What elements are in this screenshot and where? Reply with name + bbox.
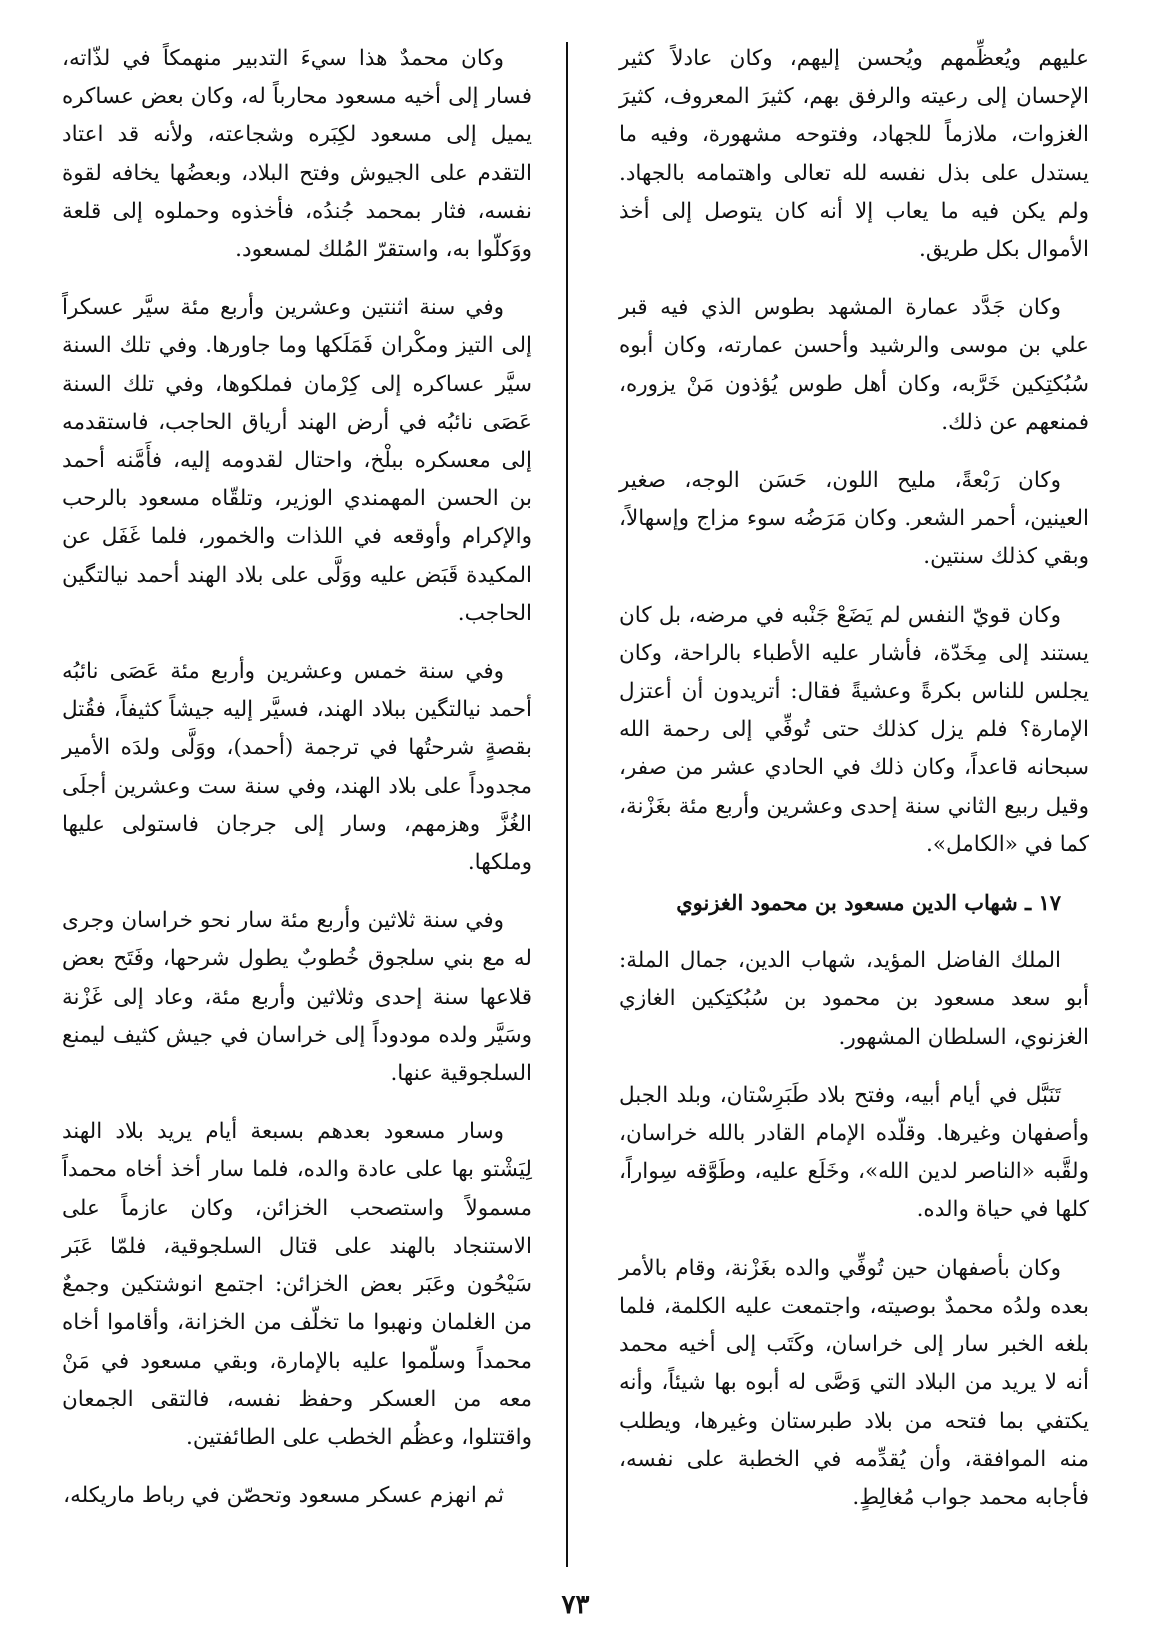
paragraph: وكان رَبْعةً، مليح اللون، حَسَن الوجه، صغير العينين، أحمر الشعر. وكان مَرَضُه سوء مزاج وإسهالاً، وبقي كذلك سنتين.	[619, 468, 1089, 570]
right-column	[619, 40, 1089, 1537]
paragraph: وكان قويّ النفس لم يَضَعْ جَنْبه في مرضه، بل كان يستند إلى مِخَدّة، فأشار عليه الأطباء بالراحة، وكان يجلس للناس بكرةً وعشيةً فقال: أتريدون أن أعتزل الإمارة؟ فلم يزل كذلك حتى تُوفِّي إلى رحمة الله سبحانه قاعداً، وكان ذلك في الحادي عشر من صفر، وقيل ربيع الثاني سنة إحدى وعشرين وأربع مئة بغَزْنة، كما في «الكامل».	[619, 602, 1089, 857]
paragraph: وسار مسعود بعدهم بسبعة أيام يريد بلاد الهند لِيَشْتو بها على عادة والده، فلما سار أخذ أخاه محمداً مسمولاً واستصحب الخزائن، وكان عازماً على الاستنجاد بالهند على قتال السلجوقية، فلمّا عَبَر سَيْحُون وعَبَر بعض الخزائن: اجتمع انوشتكين وجمعٌ من الغلمان ونهبوا ما تخلّف من الخزانة، وأقاموا أخاه محمداً وسلّموا عليه بالإمارة، وبقي مسعود في مَنْ معه من العسكر وحفظ نفسه، فالتقى الجمعان واقتتلوا، وعظُم الخطب على الطائفتين.	[62, 1119, 532, 1450]
paragraph: وكان بأصفهان حين تُوفِّي والده بغَزْنة، وقام بالأمر بعده ولدُه محمدٌ بوصيته، واجتمعت عليه الكلمة، فلما بلغه الخبر سار إلى خراسان، وكَتَب إلى أخيه محمد أنه لا يريد من البلاد التي وَصَّى له أبوه بها شيئاً، وأنه يكتفي بما فتحه من بلاد طبرستان وغيرها، ويطلب منه الموافقة، وأن يُقدِّمه في الخطبة على نفسه، فأجابه محمد جواب مُغالِطٍ.	[619, 1255, 1089, 1510]
column-divider	[566, 42, 568, 1567]
section-heading: ١٧ ـ شهاب الدين مسعود بن محمود الغزنوي	[676, 890, 1061, 916]
paragraph: وفي سنة ثلاثين وأربع مئة سار نحو خراسان وجرى له مع بني سلجوق خُطوبٌ يطول شرحها، وفَتَح بعض قلاعها سنة إحدى وثلاثين وأربع مئة، وعاد إلى غَزْنة وسَيَّر ولده مودوداً إلى خراسان في جيش كثيف ليمنع السلجوقية عنها.	[62, 908, 532, 1087]
paragraph: وكان محمدٌ هذا سيءَ التدبير منهمكاً في لذّاته، فسار إلى أخيه مسعود محارباً له، وكان بعض عساكره يميل إلى مسعود لكِبَره وشجاعته، ولأنه قد اعتاد التقدم على الجيوش وفتح البلاد، وبعضُها يخافه لقوة نفسه، فثار بمحمد جُندُه، فأخذوه وحملوه إلى قلعة ووَكلّوا به، واستقرّ المُلك لمسعود.	[62, 46, 532, 263]
paragraph: وفي سنة اثنتين وعشرين وأربع مئة سيَّر عسكراً إلى التيز ومكْران فَمَلَكها وما جاورها. وفي تلك السنة سيَّر عساكره إلى كِرْمان فملكوها، وفي تلك السنة عَصَى نائبُه في أرض الهند أرياق الحاجب، فاستقدمه إلى معسكره ببلْخ، واحتال لقدومه إليه، فأَمَّنه أحمد بن الحسن المهمندي الوزير، وتلقّاه مسعود بالرحب والإكرام وأوقعه في اللذات والخمور، فلما غَفَل عن المكيدة قَبَض عليه ووَلَّى على بلاد الهند أحمد نيالتگين الحاجب.	[62, 295, 532, 626]
paragraph: عليهم ويُعظِّمهم ويُحسن إليهم، وكان عادلاً كثير الإحسان إلى رعيته والرفق بهم، كثيرَ المعروف، كثيرَ الغزوات، ملازماً للجهاد، وفتوحه مشهورة، وفيه ما يستدل على بذل نفسه لله تعالى واهتمامه بالجهاد. ولم يكن فيه ما يعاب إلا أنه كان يتوصل إلى أخذ الأموال بكل طريق.	[619, 46, 1089, 263]
left-column	[62, 40, 532, 1535]
paragraph: ثم انهزم عسكر مسعود وتحصّن في رباط ماريكله،	[63, 1483, 504, 1509]
paragraph: الملك الفاضل المؤيد، شهاب الدين، جمال الملة: أبو سعد مسعود بن محمود بن سُبُكتِكين الغازي الغزنوي، السلطان المشهور.	[619, 948, 1089, 1050]
paragraph: وفي سنة خمس وعشرين وأربع مئة عَصَى نائبُه أحمد نيالتگين ببلاد الهند، فسيَّر إليه جيشاً كثيفاً، فقُتل بقصةٍ شرحتُها في ترجمة (أحمد)، ووَلَّى ولدَه الأمير مجدوداً على بلاد الهند، وفي سنة ست وعشرين أجلَى الغُزَّ وهزمهم، وسار إلى جرجان فاستولى عليها وملكها.	[62, 659, 532, 876]
paragraph: وكان جَدَّد عمارة المشهد بطوس الذي فيه قبر علي بن موسى والرشيد وأحسن عمارته، وكان أبوه سُبُكتِكين خَرَّبه، وكان أهل طوس يُؤذون مَنْ يزوره، فمنعهم عن ذلك.	[619, 295, 1089, 435]
paragraph: تَنَبَّل في أيام أبيه، وفتح بلاد طَبَرِسْتان، وبلد الجبل وأصفهان وغيرها. وقلّده الإمام القادر بالله خراسان، ولقَّبه «الناصر لدين الله»، وخَلَع عليه، وطَوَّقه سِواراً، كلها في حياة والده.	[619, 1082, 1089, 1223]
page-number: ٧٣	[561, 1590, 590, 1620]
